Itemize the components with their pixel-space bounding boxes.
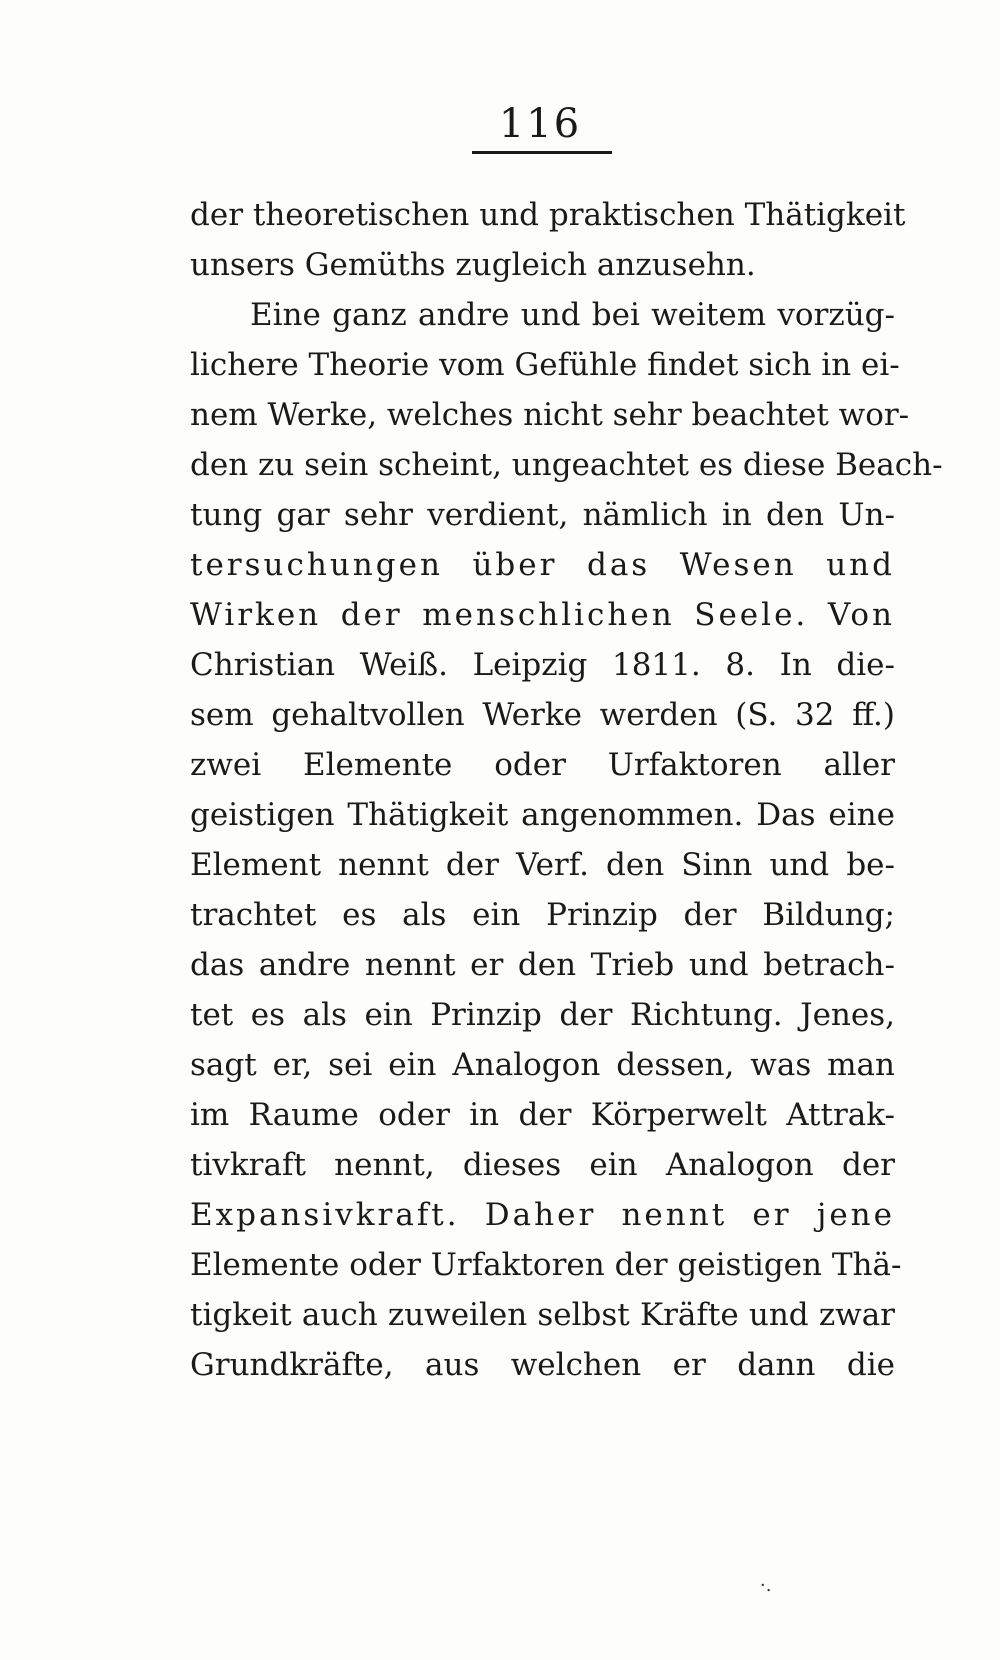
page-number-rule <box>472 151 612 154</box>
text-line: trachtet es als ein Prinzip der Bildung; <box>190 897 895 933</box>
text-line: sagt er, sei ein Analogon dessen, was man <box>190 1047 895 1083</box>
text-line: tivkraft nennt, dieses ein Analogon der <box>190 1147 895 1183</box>
text-line: tigkeit auch zuweilen selbst Kräfte und zwar <box>190 1297 895 1333</box>
text-line: Expansivkraft. Daher nennt er jene <box>190 1197 895 1233</box>
text-line: nem Werke, welches nicht sehr beachtet wor- <box>190 397 910 433</box>
text-line: tet es als ein Prinzip der Richtung. Jenes, <box>190 997 895 1033</box>
text-line: geistigen Thätigkeit angenommen. Das eine <box>190 797 895 833</box>
body-text <box>190 190 943 1390</box>
text-line: Element nennt der Verf. den Sinn und be- <box>190 847 895 883</box>
text-line: lichere Theorie vom Gefühle findet sich in ei- <box>190 347 900 383</box>
text-line: tung gar sehr verdient, nämlich in den Un- <box>190 497 895 533</box>
ink-specks: ·. <box>760 1575 772 1596</box>
text-line: Grundkräfte, aus welchen er dann die <box>190 1347 895 1383</box>
text-line: das andre nennt er den Trieb und betrach- <box>190 947 895 983</box>
text-line: Elemente oder Urfaktoren der geistigen Thä- <box>190 1247 902 1283</box>
text-line: sem gehaltvollen Werke werden (S. 32 ff.) <box>190 697 895 733</box>
text-line: Wirken der menschlichen Seele. Von <box>190 597 895 633</box>
text-line: im Raume oder in der Körperwelt Attrak- <box>190 1097 895 1133</box>
text-line: den zu sein scheint, ungeachtet es diese Beach- <box>190 447 943 483</box>
text-line: Christian Weiß. Leipzig 1811. 8. In die- <box>190 647 895 683</box>
text-line: Eine ganz andre und bei weitem vorzüg- <box>250 297 895 333</box>
page-number: 116 <box>498 101 582 147</box>
text-line: unsers Gemüths zugleich anzusehn. <box>190 247 756 283</box>
text-line: der theoretischen und praktischen Thätigkeit <box>190 197 906 233</box>
text-line: tersuchungen über das Wesen und <box>190 547 895 583</box>
text-line: zwei Elemente oder Urfaktoren aller <box>190 747 895 783</box>
